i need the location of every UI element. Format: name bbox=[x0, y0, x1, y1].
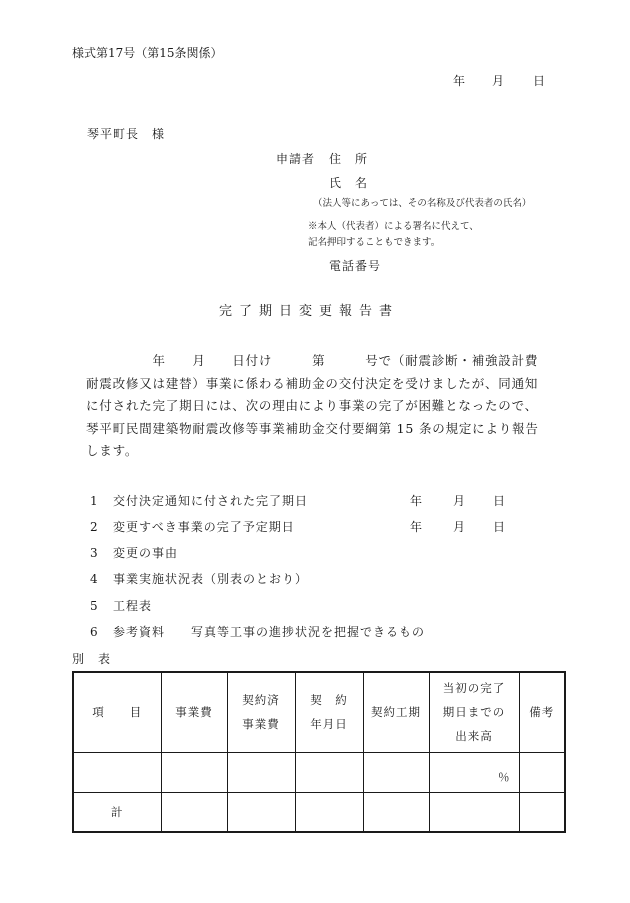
name-label: 氏 名 bbox=[329, 176, 369, 190]
cell-progress-percent[interactable]: ％ bbox=[429, 752, 519, 792]
table-row bbox=[73, 752, 565, 792]
addressee: 琴平町長 様 bbox=[87, 127, 166, 141]
header-contract-date: 契 約 年月日 bbox=[295, 672, 363, 752]
item-number: 6 bbox=[90, 625, 98, 639]
phone-label: 電話番号 bbox=[329, 259, 382, 273]
item-year: 年 bbox=[410, 494, 423, 508]
header-cost: 事業費 bbox=[161, 672, 227, 752]
item-number: 3 bbox=[90, 546, 98, 560]
header-remarks: 備考 bbox=[519, 672, 565, 752]
item-number: 5 bbox=[90, 599, 98, 613]
date-day: 日 bbox=[533, 74, 546, 88]
progress-table bbox=[72, 671, 566, 833]
cell-item[interactable] bbox=[73, 752, 161, 792]
cell-contracted-cost[interactable] bbox=[227, 752, 295, 792]
table-header-row bbox=[73, 672, 565, 752]
item-day: 日 bbox=[493, 494, 506, 508]
signature-note-line2: 記名押印することもできます。 bbox=[308, 237, 441, 248]
total-cost[interactable] bbox=[161, 792, 227, 832]
cell-remarks[interactable] bbox=[519, 752, 565, 792]
item-text: 変更すべき事業の完了予定期日 bbox=[113, 520, 295, 534]
body-line: します。 bbox=[86, 443, 139, 458]
total-contract-date[interactable] bbox=[295, 792, 363, 832]
corporation-note: （法人等にあっては、その名称及び代表者の氏名） bbox=[313, 198, 532, 209]
body-line: に付された完了期日には、次の理由により事業の完了が困難となったので、 bbox=[86, 398, 538, 413]
header-progress: 当初の完了 期日までの 出来高 bbox=[429, 672, 519, 752]
item-text: 工程表 bbox=[113, 599, 153, 613]
item-text: 変更の事由 bbox=[113, 546, 179, 560]
total-contracted-cost[interactable] bbox=[227, 792, 295, 832]
item-number: 1 bbox=[90, 494, 98, 508]
item-day: 日 bbox=[493, 520, 506, 534]
body-paragraph bbox=[86, 350, 556, 463]
signature-note-line1: ※本人（代表者）による署名に代えて、 bbox=[308, 221, 479, 232]
date-month: 月 bbox=[492, 74, 505, 88]
body-line: 琴平町民間建築物耐震改修等事業補助金交付要綱第 15 条の規定により報告 bbox=[86, 420, 539, 436]
address-label: 住 所 bbox=[329, 152, 369, 166]
table-caption: 別 表 bbox=[72, 652, 112, 666]
cell-contract-date[interactable] bbox=[295, 752, 363, 792]
cell-contract-period[interactable] bbox=[363, 752, 429, 792]
body-line: 年 月 日付け 第 号で（耐震診断・補強設計費 bbox=[86, 353, 539, 368]
form-number: 様式第17号（第15条関係） bbox=[72, 46, 223, 60]
item-number: 2 bbox=[90, 520, 98, 534]
item-month: 月 bbox=[453, 520, 466, 534]
applicant-label: 申請者 bbox=[276, 152, 316, 166]
total-remarks[interactable] bbox=[519, 792, 565, 832]
header-contract-period: 契約工期 bbox=[363, 672, 429, 752]
item-year: 年 bbox=[410, 520, 423, 534]
document-title: 完了期日変更報告書 bbox=[219, 304, 400, 319]
total-progress[interactable] bbox=[429, 792, 519, 832]
total-label: 計 bbox=[73, 792, 161, 832]
item-text: 参考資料 写真等工事の進捗状況を把握できるもの bbox=[113, 625, 426, 639]
item-month: 月 bbox=[453, 494, 466, 508]
body-line: 耐震改修又は建替）事業に係わる補助金の交付決定を受けましたが、同通知 bbox=[86, 375, 539, 391]
total-contract-period[interactable] bbox=[363, 792, 429, 832]
header-contracted-cost: 契約済 事業費 bbox=[227, 672, 295, 752]
header-item: 項 目 bbox=[73, 672, 161, 752]
item-number: 4 bbox=[90, 572, 98, 586]
table-total-row bbox=[73, 792, 565, 832]
date-year: 年 bbox=[453, 74, 466, 88]
item-text: 交付決定通知に付された完了期日 bbox=[113, 494, 309, 508]
cell-cost[interactable] bbox=[161, 752, 227, 792]
item-text: 事業実施状況表（別表のとおり） bbox=[113, 572, 309, 586]
